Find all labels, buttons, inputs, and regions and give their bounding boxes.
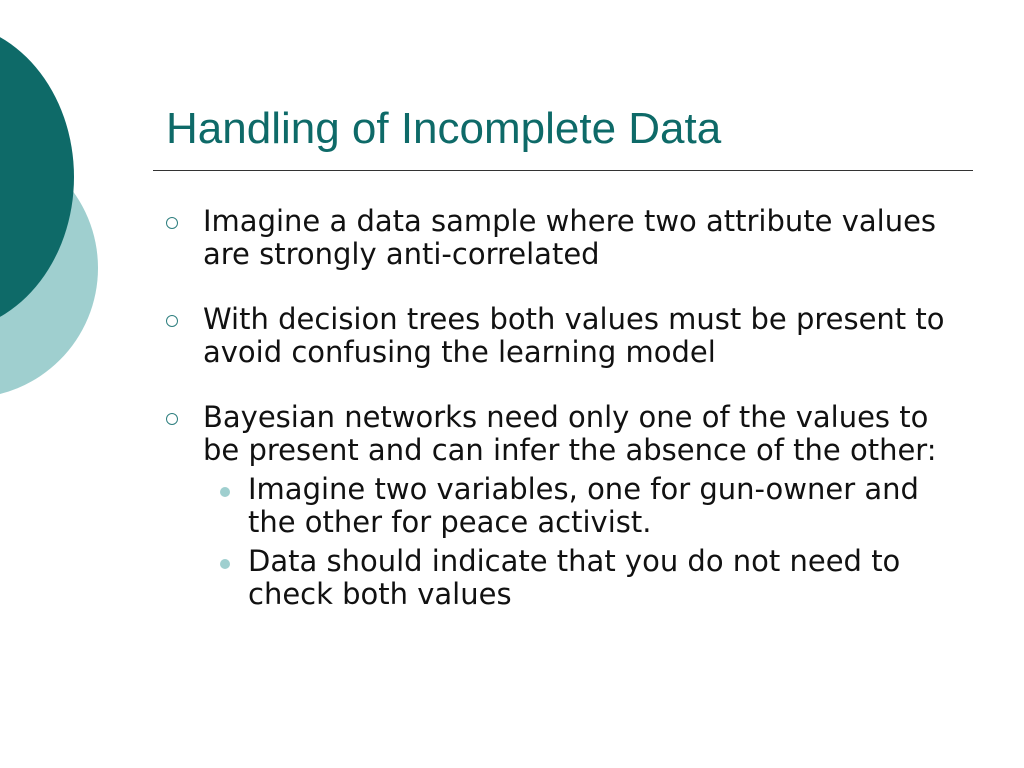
bullet-text: Bayesian networks need only one of the values to be present and can infer the absence of the other: (203, 400, 937, 467)
decorative-circles (0, 0, 140, 420)
hollow-circle-bullet-icon (166, 315, 178, 327)
sub-bullet-text: Data should indicate that you do not need to check both values (248, 544, 901, 611)
sub-bullet-text: Imagine two variables, one for gun-owner and the other for peace activist. (248, 472, 919, 539)
filled-dot-bullet-icon (220, 487, 230, 497)
hollow-circle-bullet-icon (166, 217, 178, 229)
hollow-circle-bullet-icon (166, 413, 178, 425)
bullet-item (166, 303, 966, 369)
bullet-text: With decision trees both values must be present to avoid confusing the learning model (203, 302, 945, 369)
sub-bullet-item (203, 473, 966, 539)
filled-dot-bullet-icon (220, 559, 230, 569)
bullet-text: Imagine a data sample where two attribute values are strongly anti-correlated (203, 204, 937, 271)
bullet-item (166, 205, 966, 271)
sub-bullet-item (203, 545, 966, 611)
bullet-item (166, 401, 966, 611)
sub-bullet-list (203, 473, 966, 611)
title-divider (153, 170, 973, 171)
bullet-list (166, 205, 966, 643)
slide-title: Handling of Incomplete Data (166, 104, 722, 153)
